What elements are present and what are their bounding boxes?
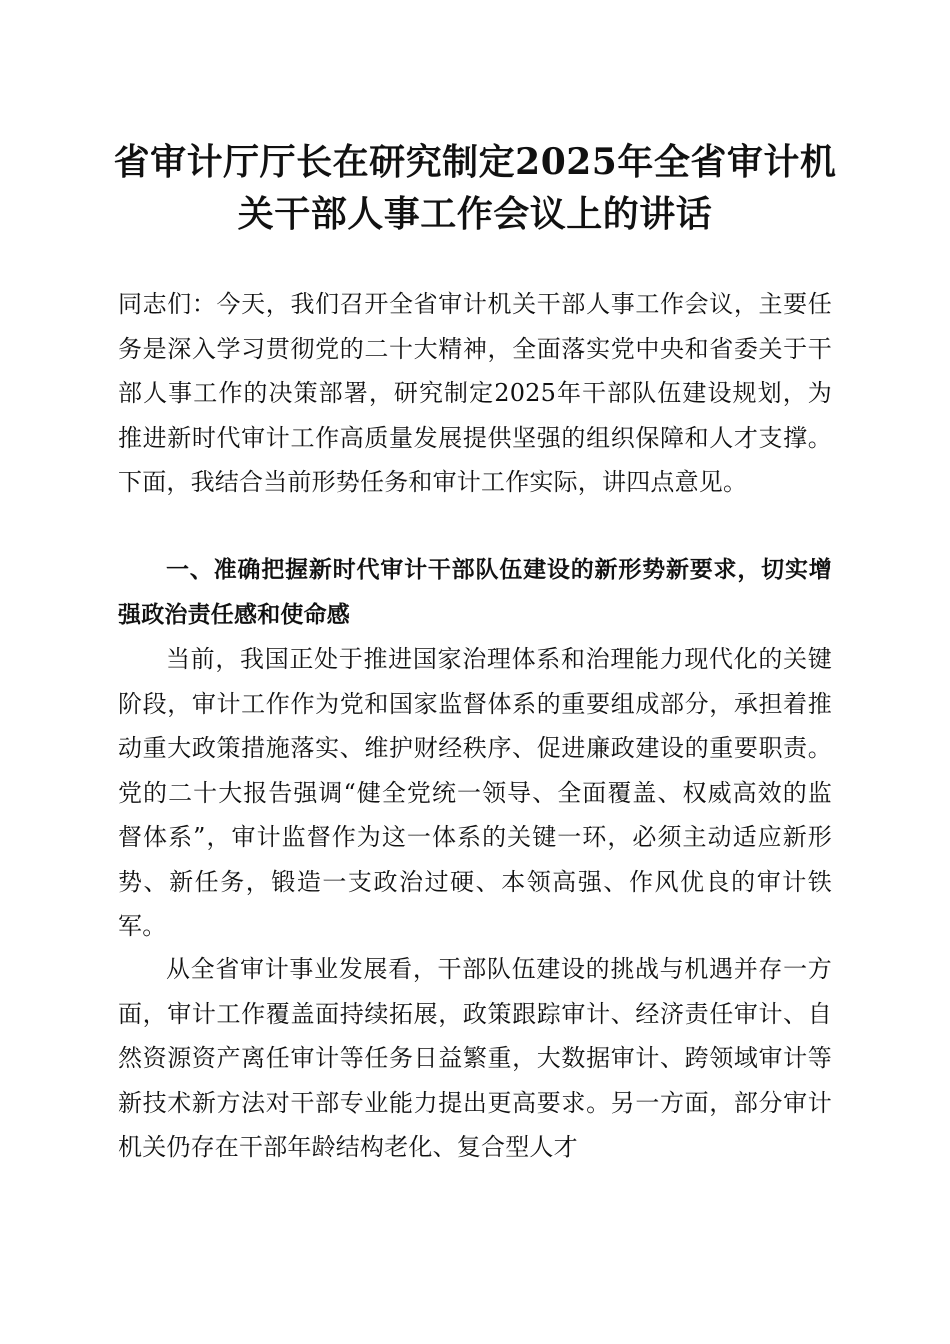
intro-paragraph: 同志们：今天，我们召开全省审计机关干部人事工作会议，主要任务是深入学习贯彻党的二十大精神，全面落实党中央和省委关于干部人事工作的决策部署，研究制定2025年干部队伍建设规划，为推进新时代审计工作高质量发展提供坚强的组织保障和人才支撑。下面，我结合当前形势任务和审计工作实际，讲四点意见。	[118, 290, 832, 496]
section-1-paragraph-2: 从全省审计事业发展看，干部队伍建设的挑战与机遇并存一方面，审计工作覆盖面持续拓展，政策跟踪审计、经济责任审计、自然资源资产离任审计等任务日益繁重，大数据审计、跨领域审计等新技术新方法对干部专业能力提出更高要求。另一方面，部分审计机关仍存在干部年龄结构老化、复合型人才	[118, 955, 832, 1161]
title-line-1: 省审计厅厅长在研究制定2025年全省审计机	[113, 141, 837, 183]
title-line-2: 关干部人事工作会议上的讲话	[237, 193, 713, 235]
section-1-heading: 一、准确把握新时代审计干部队伍建设的新形势新要求，切实增强政治责任感和使命感	[118, 557, 832, 628]
section-1-paragraph-1: 当前，我国正处于推进国家治理体系和治理能力现代化的关键阶段，审计工作作为党和国家监督体系的重要组成部分，承担着推动重大政策措施落实、维护财经秩序、促进廉政建设的重要职责。党的二十大报告强调“健全党统一领导、全面覆盖、权威高效的监督体系”，审计监督作为这一体系的关键一环，必须主动适应新形势、新任务，锻造一支政治过硬、本领高强、作风优良的审计铁军。	[118, 645, 832, 940]
document-title	[100, 136, 850, 240]
